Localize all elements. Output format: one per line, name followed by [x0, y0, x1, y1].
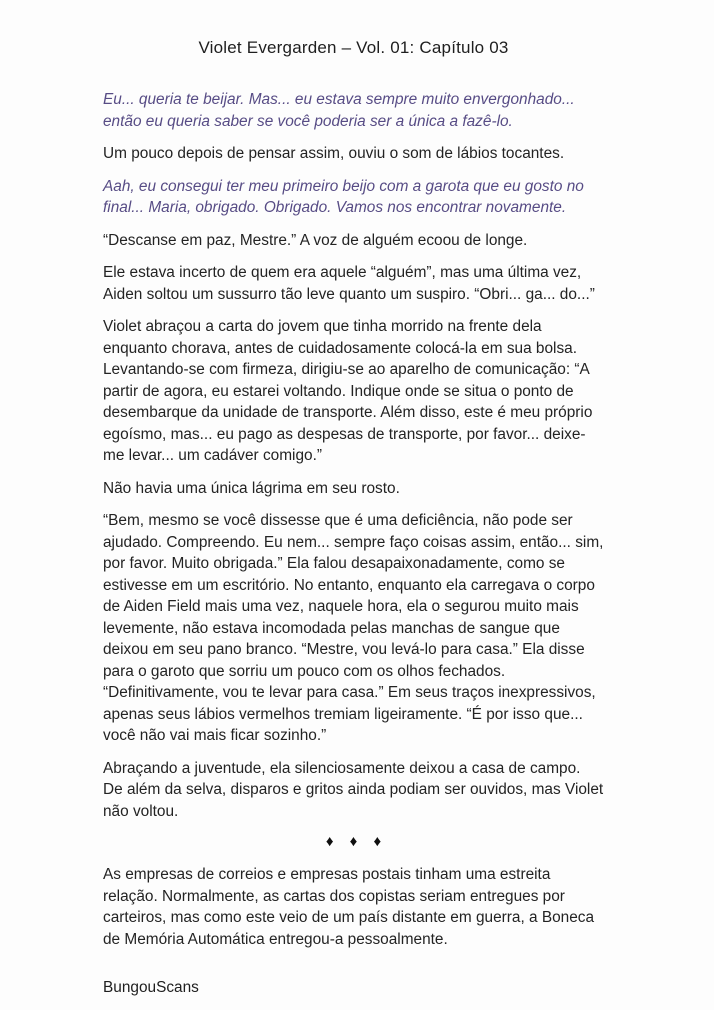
paragraph: As empresas de correios e empresas postais tinham uma estreita relação. Normalmente, as cartas dos copistas seriam entregues por carteiros, mas como este veio de um país distante em guerra, a Boneca de Memória Automática entregou-a pessoalmente. — [103, 866, 595, 948]
scanlation-credit: BungouScans — [103, 979, 199, 996]
paragraph: Aah, eu consegui ter meu primeiro beijo com a garota que eu gosto no final... Maria, obrigado. Obrigado. Vamos nos encontrar novamente. — [103, 177, 584, 216]
chapter-body — [103, 89, 604, 950]
paragraph: Não havia uma única lágrima em seu rosto. — [103, 479, 400, 497]
paragraph: “Bem, mesmo se você dissesse que é uma deficiência, não pode ser ajudado. Compreendo. Eu nem... sempre faço coisas assim, então... sim, por favor. Muito obrigada.” Ela falou desapaixonadamente, como se estivesse em um escritório. No entanto, enquanto ela carregava o corpo de Aiden Field mais uma vez, naquele hora, ela o segurou muito mais levemente, não estava incomodada pelas manchas de sangue que deixou em seu pano branco. “Mestre, vou levá-lo para casa.” Ela disse para o garoto que sorriu um pouco com os olhos fechados. “Definitivamente, vou te levar para casa.” Em seus traços inexpressivos, apenas seus lábios vermelhos tremiam ligeiramente. “É por isso que... você não vai mais ficar sozinho.” — [103, 512, 604, 744]
paragraph: Eu... queria te beijar. Mas... eu estava sempre muito envergonhado... então eu queria saber se você poderia ser a única a fazê-lo. — [103, 91, 575, 130]
document-title: Violet Evergarden – Vol. 01: Capítulo 03 — [198, 38, 509, 57]
scene-break-separator: ♦ ♦ ♦ — [325, 833, 388, 850]
paragraph: “Descanse em paz, Mestre.” A voz de alguém ecoou de longe. — [103, 231, 528, 249]
paragraph: Abraçando a juventude, ela silenciosamente deixou a casa de campo. De além da selva, disparos e gritos ainda podiam ser ouvidos, mas Violet não voltou. — [103, 759, 604, 820]
paragraph: Ele estava incerto de quem era aquele “alguém”, mas uma última vez, Aiden soltou um sussurro tão leve quanto um suspiro. “Obri... ga... do...” — [103, 264, 595, 303]
paragraph: Um pouco depois de pensar assim, ouviu o som de lábios tocantes. — [103, 145, 565, 162]
paragraph: Violet abraçou a carta do jovem que tinha morrido na frente dela enquanto chorava, antes de cuidadosamente colocá-la em sua bolsa. Levantando-se com firmeza, dirigiu-se ao aparelho de comunicação: “A partir de agora, eu estarei voltando. Indique onde se situa o ponto de desembarque da unidade de transporte. Além disso, este é meu próprio egoísmo, mas... eu pago as despesas de transporte, por favor... deixe-me levar... um cadáver comigo.” — [103, 318, 593, 464]
